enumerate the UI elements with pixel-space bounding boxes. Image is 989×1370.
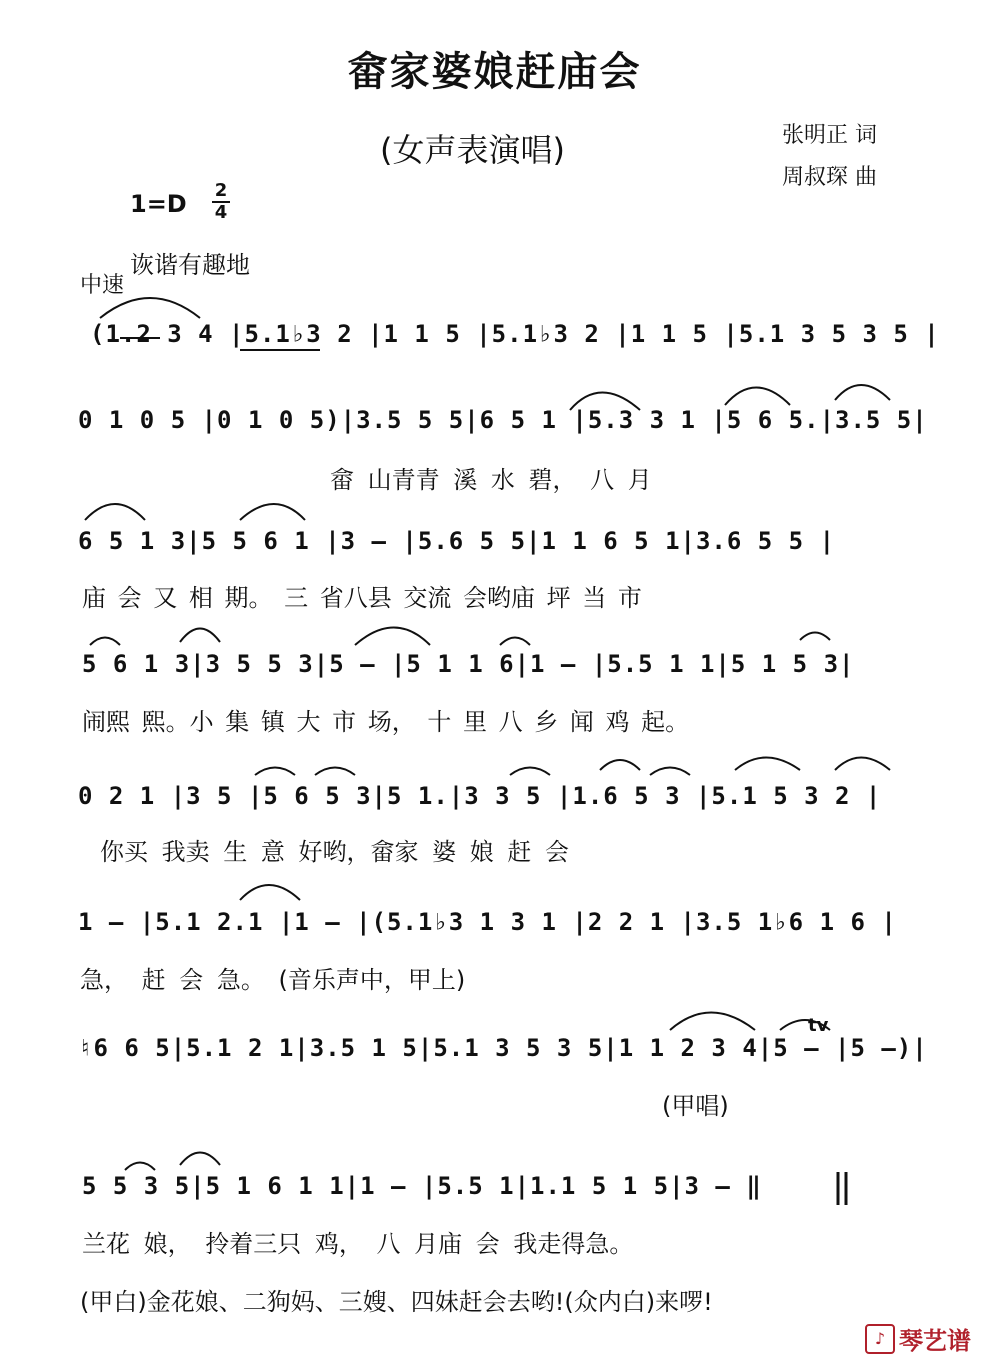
staff-6: 1 — |5.1 2.1 |1 — |(5.1♭3 1 3 1 |2 2 1 |3.5 1♭6 1 6 |	[78, 908, 897, 936]
slur	[600, 760, 640, 770]
slur	[355, 628, 430, 646]
slur	[650, 768, 690, 776]
lyricist-credit: 张明正 词	[782, 123, 877, 148]
slur	[735, 758, 800, 771]
composer-credit: 周叔琛 曲	[782, 165, 877, 190]
slur	[510, 768, 550, 776]
slur	[670, 1013, 755, 1031]
slur	[240, 885, 300, 900]
slur	[90, 638, 120, 646]
lyrics-6: 急， 赶 会 急。 (音乐声中，甲上)	[80, 966, 466, 994]
spoken-footnote: (甲白)金花娘、二狗妈、三嫂、四妹赶会去哟!(众内白)来啰!	[80, 1288, 713, 1316]
breath-mark: tv	[808, 1015, 829, 1036]
slur	[835, 758, 890, 771]
lyrics-2: 畲 山青青 溪 水 碧， 八 月	[330, 466, 652, 494]
brand-icon: ♪	[865, 1324, 895, 1354]
slur	[180, 1153, 220, 1166]
slur	[570, 393, 640, 411]
staff-8: 5 5 3 5|5 1 6 1 1|1 — |5.5 1|1.1 5 1 5|3 — ‖	[82, 1172, 762, 1200]
staff-4: 5 6 1 3|3 5 5 3|5 — |5 1 1 6|1 — |5.5 1 1|5 1 5 3|	[82, 650, 855, 678]
slur	[240, 504, 305, 520]
expression-mark: 诙谐有趣地	[130, 251, 250, 279]
slur	[800, 633, 830, 641]
time-signature-top: 2	[214, 180, 228, 201]
slur	[725, 388, 790, 406]
lyrics-8: 兰花 娘， 拎着三只 鸡， 八 月庙 会 我走得急。	[82, 1230, 634, 1258]
key-signature: 1=D	[130, 190, 187, 218]
slur	[100, 298, 200, 318]
brand-name: 琴艺谱	[899, 1327, 971, 1355]
slur	[500, 638, 530, 646]
slur	[315, 768, 355, 776]
slur	[780, 1020, 830, 1030]
song-title: 畲家婆娘赶庙会	[347, 49, 642, 95]
slur	[835, 385, 890, 400]
slur	[180, 629, 220, 643]
song-subtitle: (女声表演唱)	[380, 131, 565, 169]
beam	[120, 338, 320, 350]
slur	[125, 1163, 155, 1171]
tempo-mark: 中速	[80, 273, 125, 298]
staff-2: 0 1 0 5 |0 1 0 5)|3.5 5 5|6 5 1 |5.3 3 1 |5 6 5.|3.5 5|	[78, 406, 928, 434]
lyrics-4: 闹熙 熙。小 集 镇 大 市 场， 十 里 八 乡 闻 鸡 起。	[82, 708, 690, 736]
jia-chang-note: (甲唱)	[662, 1092, 729, 1120]
staff-5: 0 2 1 |3 5 |5 6 5 3|5 1.|3 3 5 |1.6 5 3 |5.1 5 3 2 |	[78, 782, 882, 810]
lyrics-3: 庙 会 又 相 期。 三 省八县 交流 会哟庙 坪 当 市	[82, 584, 642, 612]
staff-3: 6 5 1 3|5 5 6 1 |3 — |5.6 5 5|1 1 6 5 1|3.6 5 5 |	[78, 527, 836, 555]
slur	[255, 768, 295, 776]
staff-1: (1.2 3 4 |5.1♭3 2 |1 1 5 |5.1♭3 2 |1 1 5 |5.1 3 5 3 5 |	[90, 320, 940, 348]
watermark-logo	[865, 1321, 971, 1356]
staff-7: ♮6 6 5|5.1 2 1|3.5 1 5|5.1 3 5 3 5|1 1 2 3 4|5 — |5 —)|	[78, 1034, 928, 1062]
time-signature-bottom: 4	[214, 202, 228, 223]
slur	[85, 504, 145, 520]
lyrics-5: 你买 我卖 生 意 好哟，畲家 婆 娘 赶 会	[100, 838, 570, 866]
